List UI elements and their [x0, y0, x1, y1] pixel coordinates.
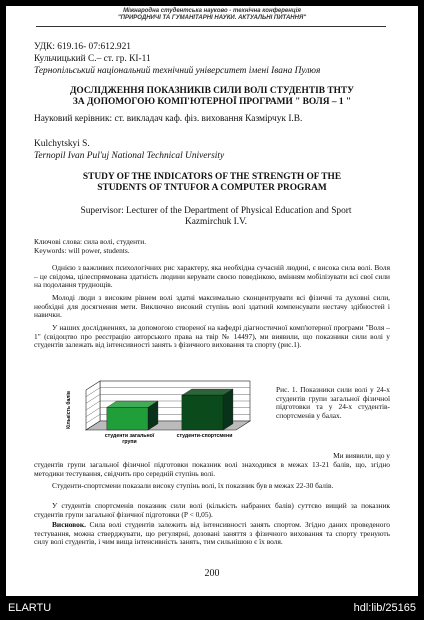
conclusion-paragraph — [34, 521, 390, 547]
title-ua-line2: ЗА ДОПОМОГОЮ КОМП'ЮТЕРНОЇ ПРОГРАМИ " ВОЛЯ – 1 " — [72, 97, 352, 107]
affiliation-en: Ternopil Ivan Pul'uj National Technical University — [34, 151, 225, 161]
footer-bar — [0, 596, 424, 620]
chart-bar — [182, 395, 223, 430]
author-en: Kulchytskyi S. — [34, 139, 90, 149]
chart-bar-side — [223, 389, 233, 430]
footer-handle: hdl:lib/25165 — [353, 602, 416, 614]
paragraph-4: студентів групи загальної фізичної підготовки показник волі знаходився в межах 13-21 балів, що, згідно методики тестування, свідчить про середній ступінь волі. — [34, 460, 390, 478]
figure-caption: Рис. 1. Показники сили волі у 24-х студентів групи загальної фізичної підготовки та у 24-х студентів-спортсменів у балах. — [276, 385, 390, 420]
paragraph-1: Однією з важливих психологічних рис характеру, яка необхідна сучасній людині, є висока сила волі. Воля – це свідома, цілеспрямована здатність людини керувати своєю поведінкою, вмінням мобілізувати всі свої сили на подолання труднощів. — [34, 263, 390, 290]
author-ua: Кульчицький С.– ст. гр. КІ-11 — [34, 54, 151, 64]
page-number: 200 — [204, 568, 220, 579]
supervisor-en-line2: Kazmirchuk I.V. — [184, 217, 248, 227]
footer-repository: ELARTU — [8, 602, 52, 614]
conference-header — [6, 8, 418, 22]
supervisor-en-line1: Supervisor: Lecturer of the Department of Physical Education and Sport — [80, 206, 352, 216]
conclusion-label: Висновок. — [52, 520, 86, 529]
bar-chart — [64, 378, 264, 450]
paragraph-5: Студенти-спортсмени показали високу ступінь волі, їх показник був в межах 22-30 балів. — [52, 481, 334, 490]
conference-name: Міжнародна студентська науково - технічна конференція — [123, 8, 301, 14]
supervisor-en — [26, 206, 406, 228]
paragraph-6: У студентів спортсменів показник сили волі (кількість набраних балів) суттєво вищий за показник студентів групи загальної фізичної підготовки (P < 0,05). — [34, 501, 390, 519]
paragraph-3: У наших дослідженнях, за допомогою створеної на кафедрі діагностичної комп'ютерної програми "Воля – 1" (свідоцтво про реєстрацію авторського права на твір № 14497), ми виявили, що показники сили волі у студентів залежать від інтенсивності занять з фізичного виховання та спорту (рис.1). — [34, 323, 390, 350]
chart-category-label: студенти загальної — [104, 433, 155, 439]
title-ua — [26, 86, 398, 108]
paragraph-2: Молоді люди з високим рівнем волі здатні максимально сконцентрувати всі фізичні та духовні сили, необхідні для досягнення мети. Виключно високий ступінь волі здатний компенсувати нестачу здібностей і навички. — [34, 293, 390, 320]
supervisor-ua: Науковий керівник: ст. викладач каф. фіз. виховання Казмірчук І.В. — [34, 114, 303, 124]
keywords-ua: Ключові слова: сила волі, студенти. — [34, 237, 147, 246]
udc-code: УДК: 619.16- 07:612.921 — [34, 42, 131, 52]
title-ua-line1: ДОСЛІДЖЕННЯ ПОКАЗНИКІВ СИЛИ ВОЛІ СТУДЕНТІВ ТНТУ — [69, 86, 355, 96]
chart-ylabel: Кількість балів — [66, 391, 72, 429]
conference-topic: "ПРИРОДНИЧІ ТА ГУМАНІТАРНІ НАУКИ. АКТУАЛЬНІ ПИТАННЯ" — [117, 15, 307, 21]
chart-category-label: студенти-спортсмени — [176, 433, 233, 439]
paragraph-4-start: Ми виявили, що у — [333, 451, 390, 460]
header-divider — [36, 26, 386, 27]
figure-1 — [64, 378, 264, 450]
title-en-line2: STUDENTS OF TNTUFOR A COMPUTER PROGRAM — [97, 183, 327, 193]
conclusion-text: Сила волі студентів залежить від інтенсивності занять спортом. Згідно даних проведеного тестування, можна стверджувати, що регулярні, дозовані заняття з фізичного виховання та спорту тренують силу волі студентів, і чим вища інтенсивність занять, тим сильнішою є їх воля. — [34, 520, 390, 547]
chart-bar — [107, 407, 148, 430]
chart-category-label: групи — [122, 439, 137, 445]
affiliation-ua: Тернопільський національний технічний університет імені Івана Пулюя — [34, 66, 321, 76]
title-en — [26, 172, 398, 194]
title-en-line1: STUDY OF THE INDICATORS OF THE STRENGTH OF THE — [82, 172, 342, 182]
paper-page — [6, 6, 418, 596]
keywords-en: Keywords: will power, students. — [34, 246, 130, 255]
